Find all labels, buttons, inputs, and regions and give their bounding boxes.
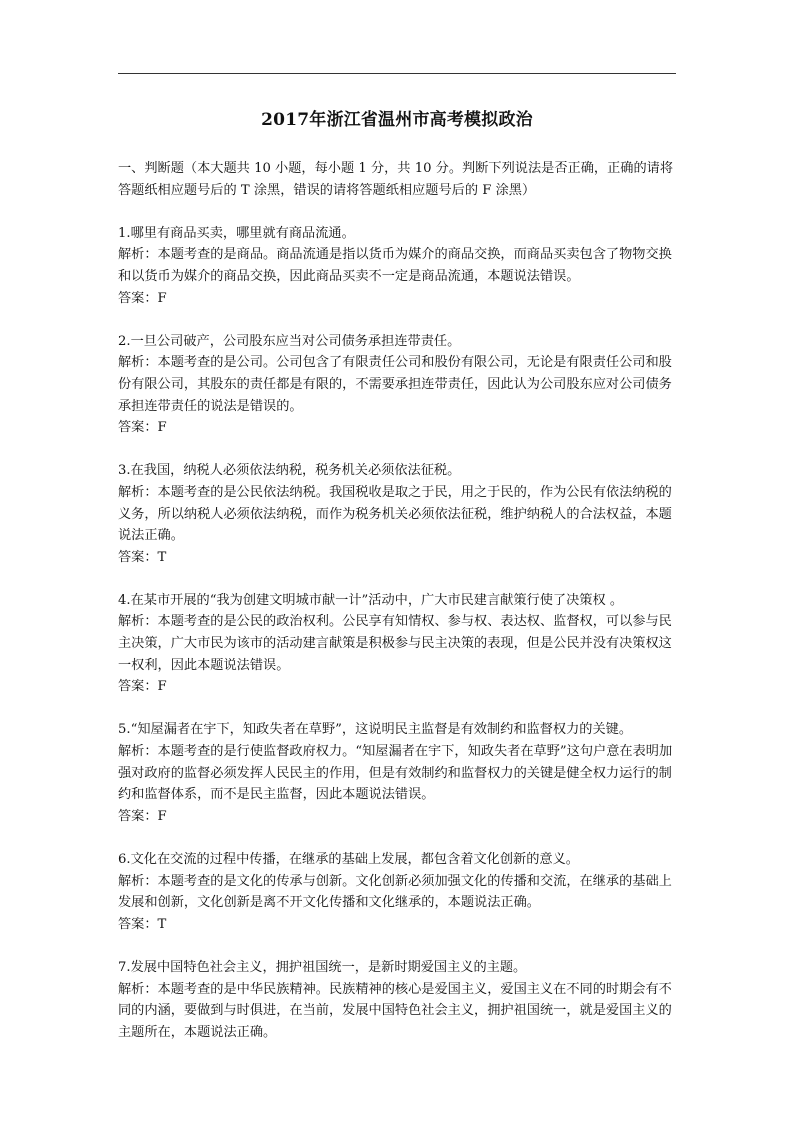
question-text: 6.文化在交流的过程中传播，在继承的基础上发展，都包含着文化创新的意义。 — [118, 852, 579, 867]
question-block — [118, 223, 678, 309]
analysis-text: 解析：本题考查的是中华民族精神。民族精神的核心是爱国主义，爱国主义在不同的时期会有不同的内涵，要做到与时俱进，在当前，发展中国特色社会主义，拥护祖国统一，就是爱国主义的主题所在，本题说法正确。 — [118, 981, 672, 1040]
analysis-text: 解析：本题考查的是商品。商品流通是指以货币为媒介的商品交换，而商品买卖包含了物物交换和以货币为媒介的商品交换，因此商品买卖不一定是商品流通，本题说法错误。 — [118, 247, 672, 284]
analysis-text: 解析：本题考查的是公民依法纳税。我国税收是取之于民，用之于民的，作为公民有依法纳税的义务，所以纳税人必须依法纳税，而作为税务机关必须依法征税，维护纳税人的合法权益，本题说法正确。 — [118, 484, 672, 544]
document-content — [118, 158, 678, 1065]
question-text: 4.在某市开展的“我为创建文明城市献一计”活动中，广大市民建言献策行使了决策权 。 — [118, 592, 624, 608]
question-text: 7.发展中国特色社会主义，拥护祖国统一，是新时期爱国主义的主题。 — [118, 959, 527, 975]
question-block — [118, 331, 678, 439]
question-block — [118, 957, 678, 1043]
answer-text: 答案：T — [118, 916, 167, 932]
question-block — [118, 590, 678, 698]
header-rule — [118, 73, 676, 74]
answer-text: 答案：F — [118, 808, 167, 824]
answer-text: 答案：T — [118, 549, 167, 565]
question-block — [118, 460, 678, 568]
question-text: 3.在我国，纳税人必须依法纳税，税务机关必须依法征税。 — [118, 463, 461, 479]
answer-text: 答案：F — [118, 679, 167, 695]
analysis-text: 解析：本题考查的是公司。公司包含了有限责任公司和股份有限公司，无论是有限责任公司和股份有限公司，其股东的责任都是有限的，不需要承担连带责任，因此认为公司股东应对公司债务承担连带责任的说法是错误的。 — [118, 355, 672, 414]
section-intro: 一、判断题（本大题共 10 小题，每小题 1 分，共 10 分。判断下列说法是否正确，正确的请将答题纸相应题号后的 T 涂黑，错误的请将答题纸相应题号后的 F 涂黑） — [118, 161, 674, 198]
answer-text: 答案：F — [118, 290, 167, 306]
question-block — [118, 719, 678, 827]
answer-text: 答案：F — [118, 420, 167, 436]
question-text: 2.一旦公司破产，公司股东应当对公司债务承担连带责任。 — [118, 333, 461, 349]
question-text: 1.哪里有商品买卖，哪里就有商品流通。 — [118, 225, 355, 241]
analysis-text: 解析：本题考查的是行使监督政府权力。“知屋漏者在宇下，知政失者在草野”这句户意在表明加强对政府的监督必须发挥人民民主的作用，但是有效制约和监督权力的关键是健全权力运行的制约和监督体系，而不是民主监督，因此本题说法错误。 — [118, 744, 673, 803]
question-block — [118, 849, 678, 935]
analysis-text: 解析：本题考查的是文化的传承与创新。文化创新必须加强文化的传播和交流，在继承的基础上发展和创新，文化创新是离不开文化传播和文化继承的，本题说法正确。 — [118, 873, 672, 911]
question-text: 5.“知屋漏者在宇下，知政失者在草野”，这说明民主监督是有效制约和监督权力的关键。 — [118, 722, 632, 738]
analysis-text: 解析：本题考查的是公民的政治权利。公民享有知情权、参与权、表达权、监督权，可以参与民主决策，广大市民为该市的活动建言献策是积极参与民主决策的表现，但是公民并没有决策权这一权利，因此本题说法错误。 — [118, 614, 672, 673]
document-title: 2017年浙江省温州市高考模拟政治 — [261, 110, 533, 130]
